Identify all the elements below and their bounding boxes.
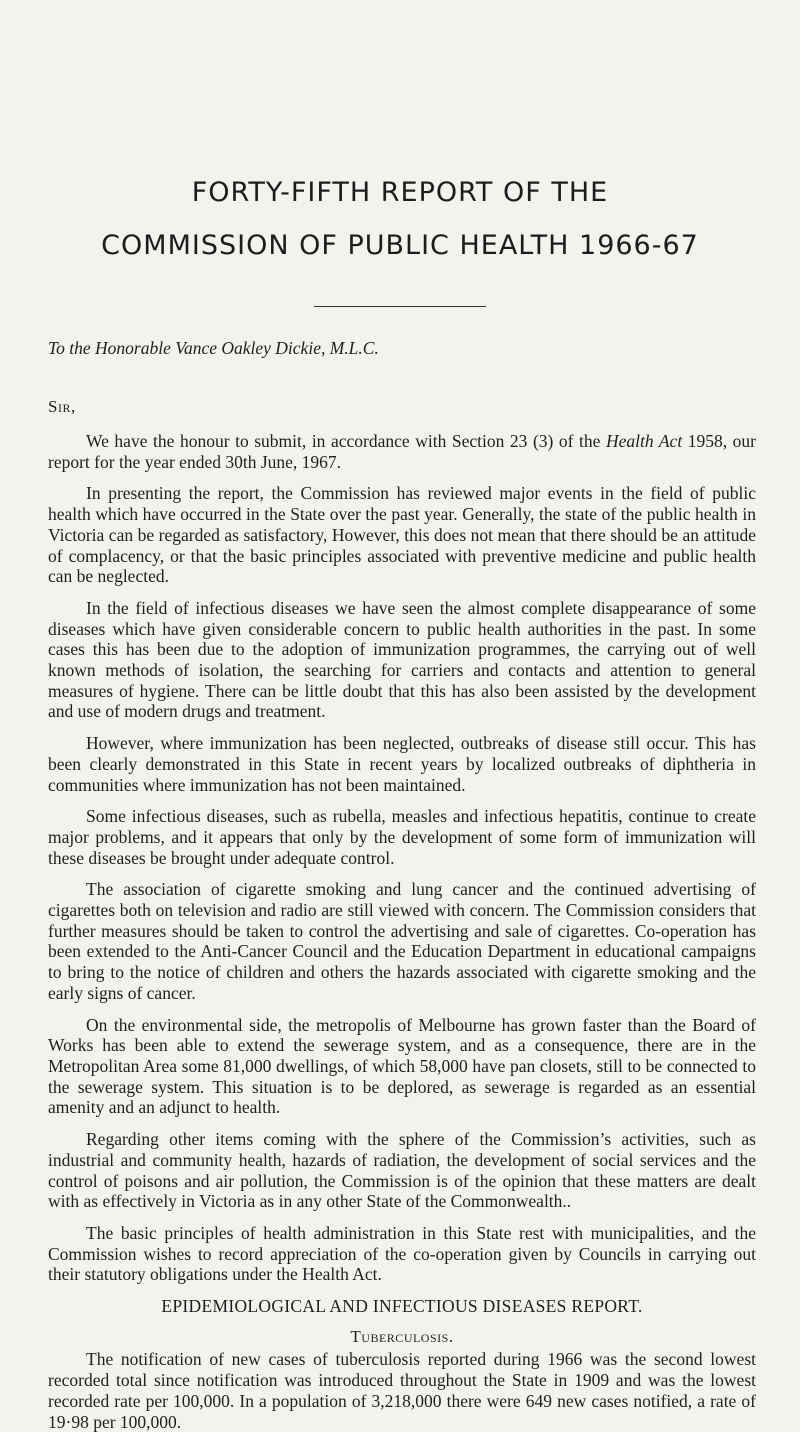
paragraph-submission: We have the honour to submit, in accordance with Section 23 (3) of the Health Act 1958, our report for the year ended 30th June, 1967. xyxy=(48,431,756,472)
paragraph-cigarettes: The association of cigarette smoking and lung cancer and the continued advertising of cigarettes both on television and radio are still viewed with concern. The Commission considers that further measures should be taken to control the advertising and sale of cigarettes. Co-operation has been extended to the Anti-Cancer Council and the Education Department in educational campaigns to bring to the notice of children and others the hazards associated with cigarette smoking and the early signs of cancer. xyxy=(48,879,756,1003)
salutation: Sir, xyxy=(48,397,76,416)
section-subheading: Tuberculosis. xyxy=(350,1326,454,1346)
letter-body xyxy=(48,431,756,1432)
title-divider xyxy=(314,306,486,307)
report-title-line-1: FORTY-FIFTH REPORT OF THE xyxy=(191,177,609,208)
paragraph-infectious-diseases: In the field of infectious diseases we have seen the almost complete disappearance of some diseases which have given considerable concern to public health authorities in the past. In some cases this has been due to the adoption of immunization programmes, the carrying out of well known methods of isolation, the searching for carriers and contacts and attention to general measures of hygiene. There can be little doubt that this has also been assisted by the development and use of modern drugs and treatment. xyxy=(48,597,756,722)
paragraph-review: In presenting the report, the Commission has reviewed major events in the field of public health which have occurred in the State over the past year. Generally, the state of the public health in Victoria can be regarded as satisfactory, However, this does not mean that there should be an attitude of complacency, or that the basic principles associated with preventive medicine and public health can be neglected. xyxy=(48,483,756,587)
addressee-line: To the Honorable Vance Oakley Dickie, M.L.C. xyxy=(48,338,379,358)
paragraph-rubella-measles: Some infectious diseases, such as rubella, measles and infectious hepatitis, continue to create major problems, and it appears that only by the development of some form of immunization will these diseases be brought under adequate control. xyxy=(48,806,756,868)
paragraph-municipalities: The basic principles of health administration in this State rest with municipalities, and the Commission wishes to record appreciation of the co-operation given by Councils in carrying out their statutory obligations under the Health Act. xyxy=(48,1222,756,1285)
paragraph-commission-activities: Regarding other items coming with the sphere of the Commission’s activities, such as industrial and community health, hazards of radiation, the development of social services and the control of poisons and air pollution, the Commission is of the opinion that these matters are dealt with as effectively in Victoria as in any other State of the Commonwealth.. xyxy=(48,1129,756,1212)
paragraph-immunization: However, where immunization has been neglected, outbreaks of disease still occur. This has been clearly demonstrated in this State in recent years by localized outbreaks of diphtheria in communities where immunization has not been maintained. xyxy=(48,733,756,795)
paragraph-tuberculosis: The notification of new cases of tuberculosis reported during 1966 was the second lowest recorded total since notification was introduced throughout the State in 1909 and was the lowest recorded rate per 100,000. In a population of 3,218,000 there were 649 new cases notified, a rate of 19·98 per 100,000. xyxy=(48,1349,756,1432)
section-heading: EPIDEMIOLOGICAL AND INFECTIOUS DISEASES REPORT. xyxy=(161,1296,643,1317)
report-title-line-2: COMMISSION OF PUBLIC HEALTH 1966-67 xyxy=(101,230,699,261)
act-title: Health Act xyxy=(606,431,683,451)
paragraph-sewerage: On the environmental side, the metropolis of Melbourne has grown faster than the Board of Works has been able to extend the sewerage system, and as a consequence, there are in the Metropolitan Area some 81,000 dwellings, of which 58,000 have pan closets, still to be connected to the sewerage system. This situation is to be deplored, as sewerage is regarded as an essential amenity and an adjunct to health. xyxy=(48,1014,756,1118)
